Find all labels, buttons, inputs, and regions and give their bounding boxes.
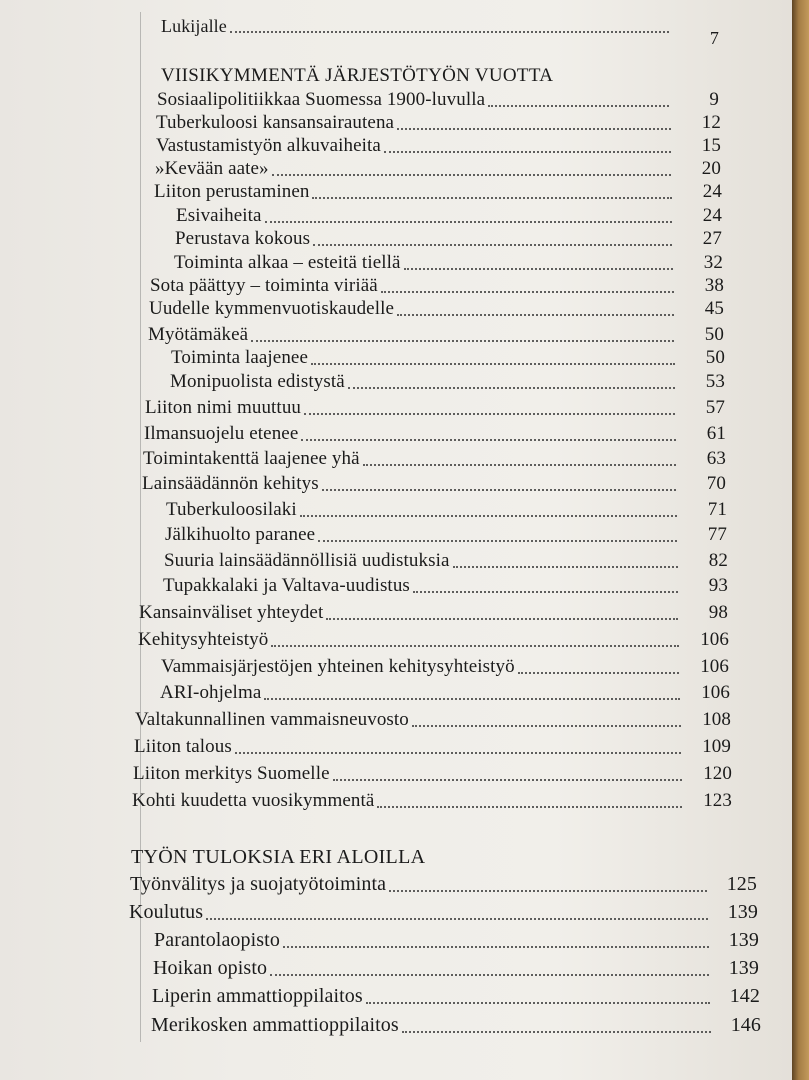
leader-dots <box>348 386 675 389</box>
toc-entry <box>150 275 724 297</box>
toc-entry-page: 108 <box>702 709 731 730</box>
toc-entry-title: Valtakunnallinen vammaisneuvosto <box>135 709 409 730</box>
leader-dots <box>311 362 675 365</box>
leader-dots <box>366 1001 710 1004</box>
section-heading: VIISIKYMMENTÄ JÄRJESTÖTYÖN VUOTTA <box>161 65 554 86</box>
toc-entry <box>154 181 722 203</box>
toc-entry <box>171 347 725 369</box>
toc-entry-title: Kohti kuudetta vuosikymmentä <box>132 790 375 811</box>
leader-dots <box>270 973 709 976</box>
toc-entry-page: 106 <box>701 682 730 703</box>
toc-entry <box>161 656 729 678</box>
toc-entry-page: 106 <box>700 656 729 677</box>
toc-entry-title: Kehitysyhteistyö <box>138 629 269 650</box>
toc-entry-title: Uudelle kymmenvuotiskaudelle <box>149 298 394 319</box>
toc-entry-title: Vastustamistyön alkuvaiheita <box>156 135 381 156</box>
toc-entry <box>132 790 732 812</box>
leader-dots <box>377 805 682 808</box>
toc-entry-title: ARI-ohjelma <box>160 682 262 703</box>
toc-entry <box>155 158 721 180</box>
toc-entry <box>152 985 760 1008</box>
toc-entry-title: Merikosken ammattioppilaitos <box>151 1014 399 1036</box>
toc-entry-page: 71 <box>707 499 727 520</box>
toc-entry-title: Tupakkalaki ja Valtava-uudistus <box>163 575 410 596</box>
toc-entry-page: 61 <box>706 423 726 444</box>
toc-entry <box>153 957 759 980</box>
leader-dots <box>304 412 675 415</box>
toc-entry-page: 15 <box>701 135 721 156</box>
toc-entry-page: 20 <box>701 158 721 179</box>
toc-entry-page: 123 <box>703 790 732 811</box>
toc-entry-page: 50 <box>705 347 725 368</box>
toc-entry-page: 63 <box>706 448 726 469</box>
toc-entry <box>134 736 731 758</box>
toc-entry-page: 24 <box>702 205 722 226</box>
toc-entry-title: Ilmansuojelu etenee <box>144 423 299 444</box>
toc-entry <box>176 205 722 227</box>
toc-entry-page: 146 <box>730 1014 761 1036</box>
toc-entry-title: Lukijalle <box>161 16 227 36</box>
toc-entry-title: Koulutus <box>129 901 204 923</box>
toc-entry <box>156 135 721 157</box>
leader-dots <box>333 778 682 781</box>
toc-entry <box>144 423 726 445</box>
toc-entry-title: Suuria lainsäädännöllisiä uudistuksia <box>164 550 450 571</box>
toc-entry <box>166 499 727 521</box>
leader-dots <box>251 339 674 342</box>
toc-entry-page: 98 <box>708 602 728 623</box>
leader-dots <box>413 590 678 593</box>
toc-entry-title: »Kevään aate» <box>155 158 269 179</box>
toc-entry-page: 53 <box>705 371 725 392</box>
leader-dots <box>265 220 672 223</box>
leader-dots <box>389 889 707 892</box>
toc-entry-page: 139 <box>728 957 759 979</box>
leader-dots <box>384 150 671 153</box>
toc-entry-title: Liperin ammattioppilaitos <box>152 985 363 1007</box>
toc-entry-page: 142 <box>729 985 760 1007</box>
toc-entry-page: 24 <box>702 181 722 202</box>
toc-entry-page: 7 <box>709 28 719 48</box>
leader-dots <box>272 173 671 176</box>
toc-entry <box>133 763 732 785</box>
toc-entry-title: Liiton talous <box>134 736 232 757</box>
toc-entry-page: 12 <box>701 112 721 133</box>
toc-entry-page: 57 <box>705 397 725 418</box>
toc-entry-page: 45 <box>704 298 724 319</box>
toc-entry-title: Toimintakenttä laajenee yhä <box>143 448 360 469</box>
leader-dots <box>518 671 679 674</box>
toc-entry <box>151 1014 761 1037</box>
toc-entry <box>163 575 728 597</box>
toc-entry-title: Perustava kokous <box>175 228 311 249</box>
toc-entry-title: Liiton merkitys Suomelle <box>133 763 330 784</box>
leader-dots <box>283 945 709 948</box>
toc-entry <box>170 371 725 393</box>
toc-entry-title: Toiminta laajenee <box>171 347 309 368</box>
toc-entry <box>160 682 730 704</box>
toc-entry-page: 77 <box>707 524 727 545</box>
toc-entry <box>157 89 719 111</box>
toc-entry <box>156 112 721 134</box>
leader-dots <box>322 488 676 491</box>
toc-entry-title: Liiton nimi muuttuu <box>145 397 302 418</box>
leader-dots <box>318 539 677 542</box>
toc-entry-title: Parantolaopisto <box>154 929 280 951</box>
toc-entry <box>138 629 729 651</box>
toc-entry <box>145 397 725 419</box>
toc-entry-page: 27 <box>702 228 722 249</box>
toc-entry-page: 82 <box>708 550 728 571</box>
leader-dots <box>412 724 681 727</box>
toc-entry <box>130 873 757 896</box>
leader-dots <box>264 697 680 700</box>
toc-entry-title: Monipuolista edistystä <box>170 371 345 392</box>
leader-dots <box>453 565 679 568</box>
toc-entry-title: Toiminta alkaa – esteitä tiellä <box>174 252 401 273</box>
toc-entry-page: 32 <box>703 252 723 273</box>
leader-dots <box>402 1030 711 1033</box>
toc-entry-page: 125 <box>726 873 757 895</box>
toc-entry <box>148 324 724 346</box>
toc-entry <box>149 298 724 320</box>
leader-dots <box>271 644 679 647</box>
toc-entry <box>164 550 728 572</box>
toc-entry <box>154 929 759 952</box>
toc-entry <box>135 709 731 731</box>
toc-entry <box>129 901 758 924</box>
toc-entry-title: Tuberkuloosi kansansairautena <box>156 112 395 133</box>
toc-entry-page: 120 <box>703 763 732 784</box>
leader-dots <box>235 751 681 754</box>
toc-entry <box>142 473 726 495</box>
leader-dots <box>300 514 677 517</box>
toc-entry-title: Vammaisjärjestöjen yhteinen kehitysyhteistyö <box>161 656 515 677</box>
toc-entry <box>175 228 722 250</box>
section-heading: TYÖN TULOKSIA ERI ALOILLA <box>131 846 426 868</box>
toc-entry-title: Tuberkuloosilaki <box>166 499 297 520</box>
toc-entry-page: 109 <box>702 736 731 757</box>
toc-entry-title: Myötämäkeä <box>148 324 249 345</box>
leader-dots <box>488 104 669 107</box>
toc-entry <box>165 524 727 546</box>
toc-entry-page: 9 <box>709 89 719 110</box>
leader-dots <box>326 617 678 620</box>
leader-dots <box>312 196 672 199</box>
leader-dots <box>313 243 672 246</box>
leader-dots <box>397 127 671 130</box>
toc-entry-title: Lainsäädännön kehitys <box>142 473 319 494</box>
leader-dots <box>404 267 673 270</box>
leader-dots <box>397 313 674 316</box>
toc-entry-title: Liiton perustaminen <box>154 181 310 202</box>
book-edge <box>792 0 809 1080</box>
toc-entry-page: 139 <box>728 929 759 951</box>
toc-entry <box>143 448 726 470</box>
toc-entry-title: Jälkihuolto paranee <box>165 524 316 545</box>
toc-entry-title: Esivaiheita <box>176 205 262 226</box>
toc-entry-title: Sota päättyy – toiminta viriää <box>150 275 378 296</box>
toc-entry-title: Hoikan opisto <box>153 957 268 979</box>
toc-entry <box>174 252 723 274</box>
toc-entry-page: 93 <box>708 575 728 596</box>
toc-entry-page: 70 <box>706 473 726 494</box>
toc-entry-intro <box>161 16 719 48</box>
toc-entry-page: 38 <box>704 275 724 296</box>
toc-entry-title: Kansainväliset yhteydet <box>139 602 324 623</box>
toc-entry-page: 106 <box>700 629 729 650</box>
leader-dots <box>381 290 674 293</box>
toc-entry-page: 50 <box>704 324 724 345</box>
leader-dots <box>301 438 676 441</box>
leader-dots <box>230 30 669 33</box>
toc-entry-page: 139 <box>727 901 758 923</box>
leader-dots <box>206 917 708 920</box>
toc-entry <box>139 602 728 624</box>
leader-dots <box>363 463 676 466</box>
toc-entry-title: Sosiaalipolitiikkaa Suomessa 1900-luvulla <box>157 89 486 110</box>
toc-entry-title: Työnvälitys ja suojatyötoiminta <box>130 873 387 895</box>
